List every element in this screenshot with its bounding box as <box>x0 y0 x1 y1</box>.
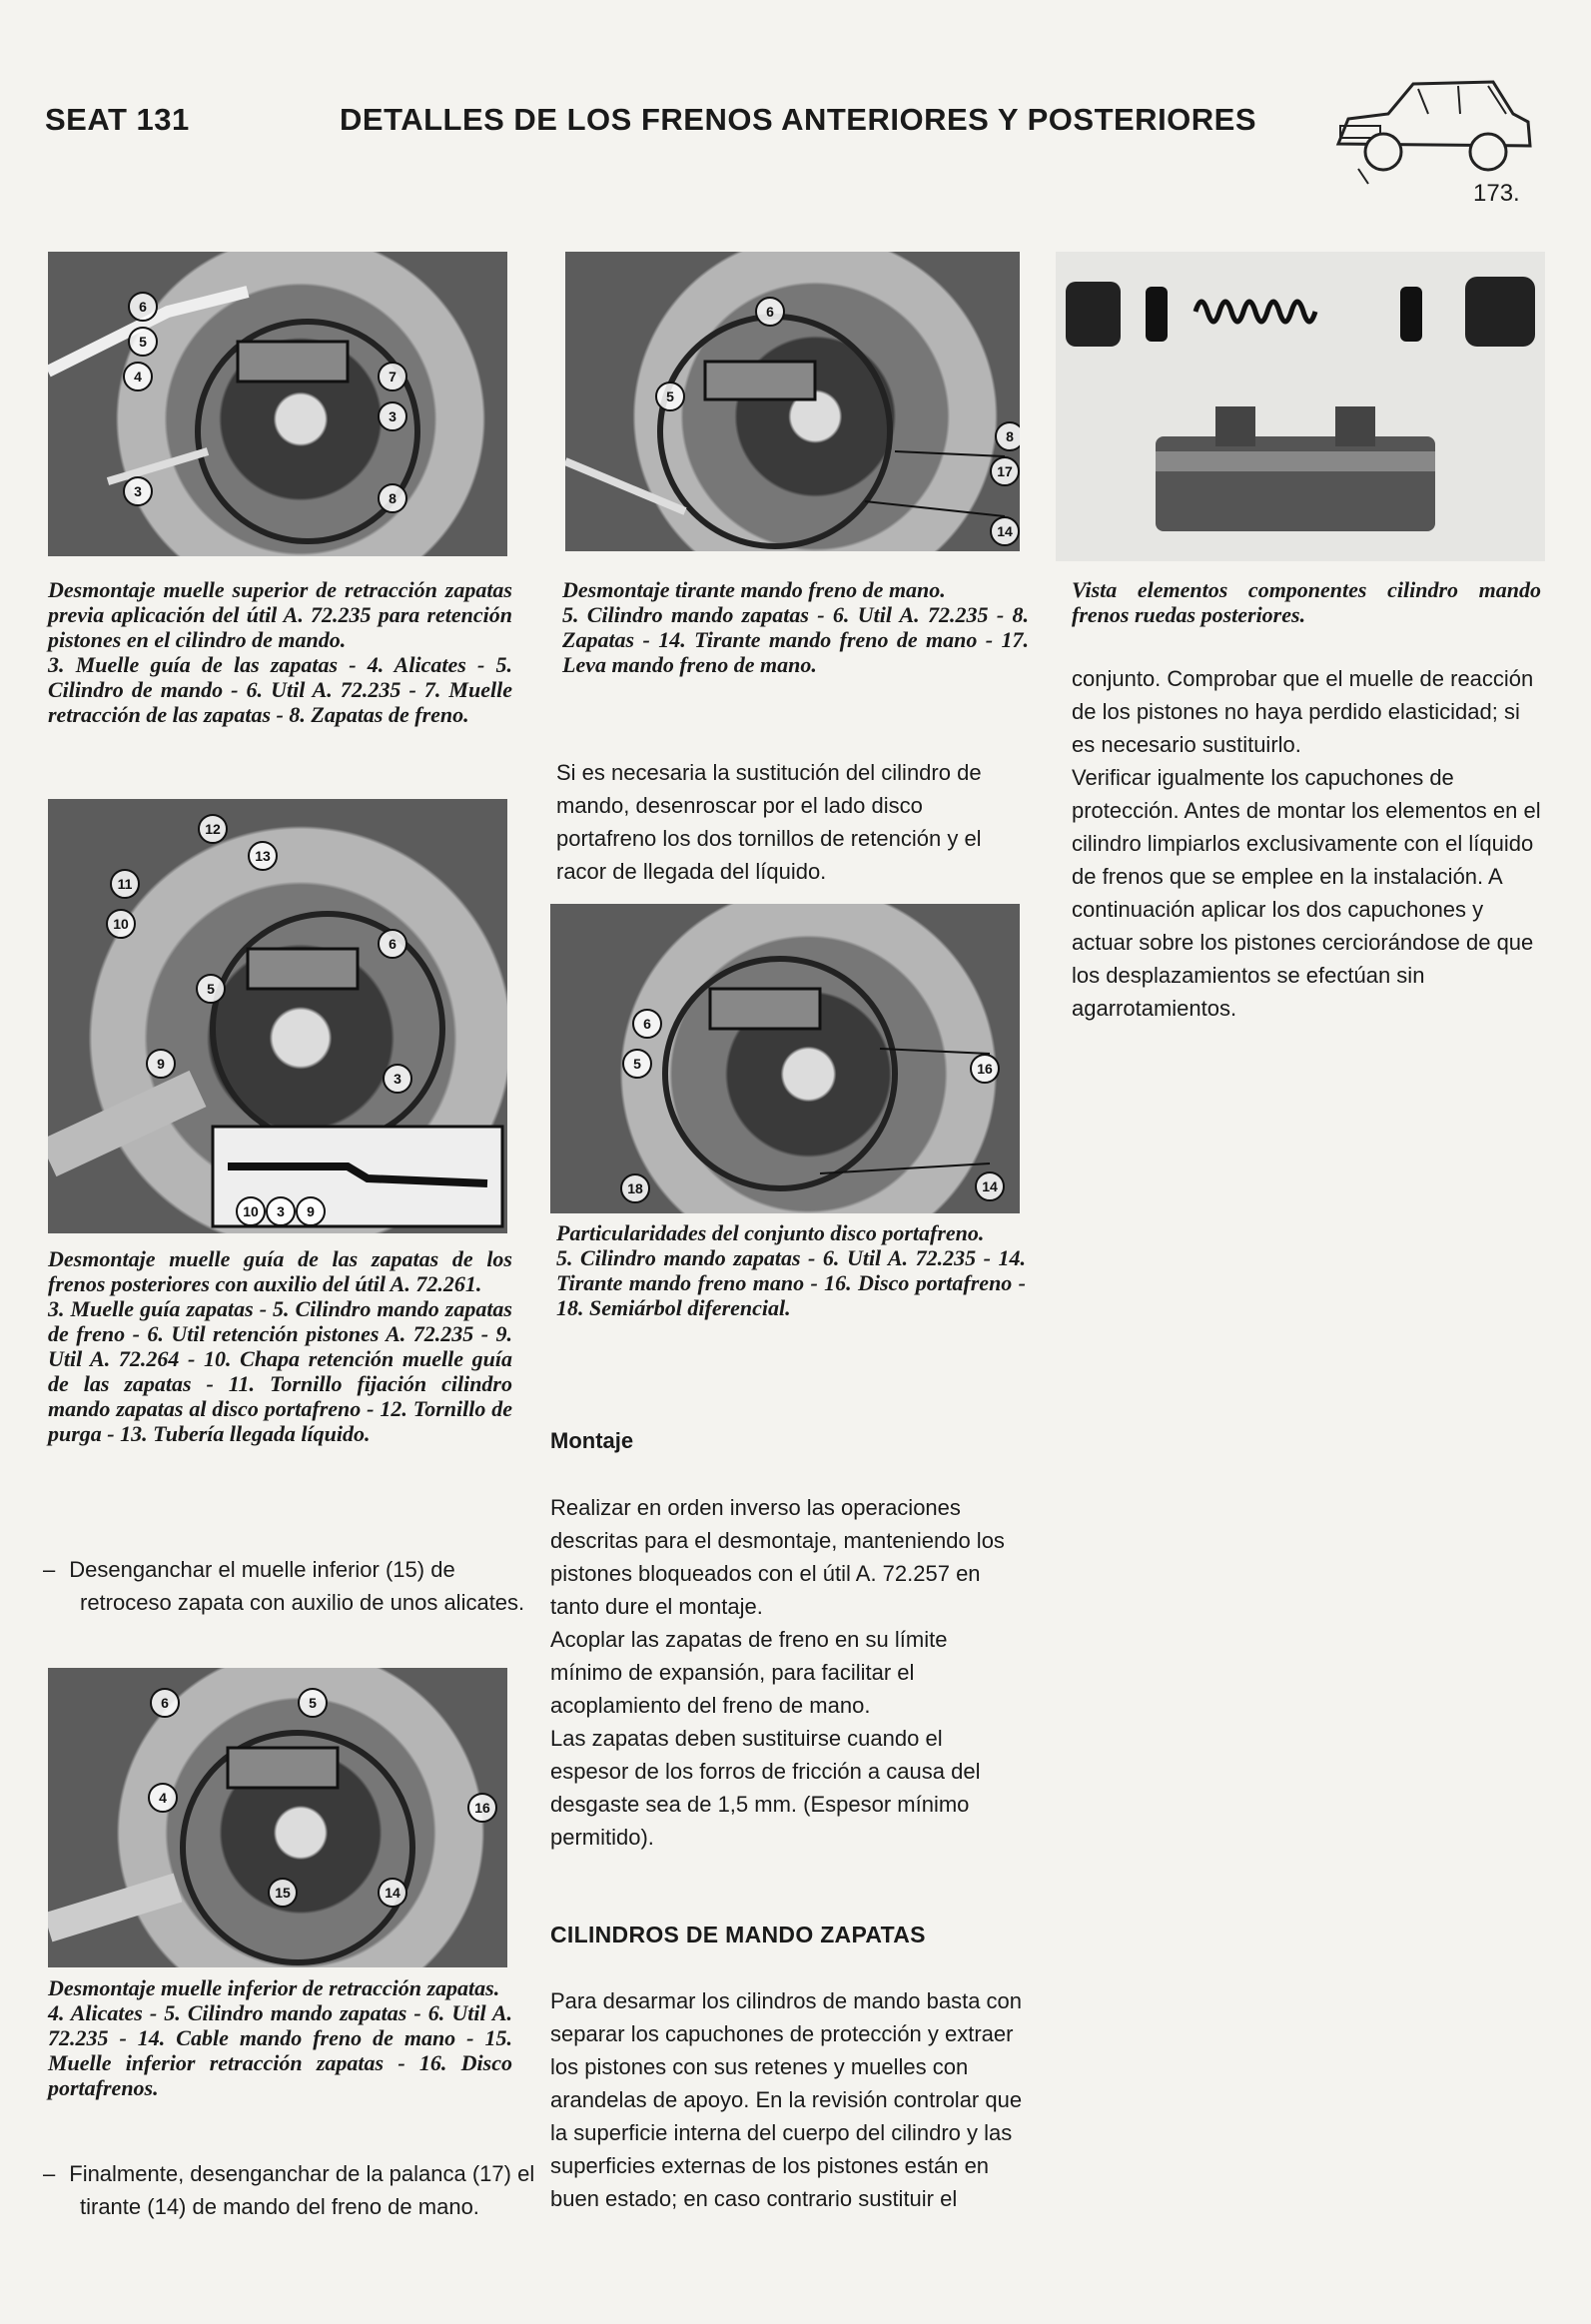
callout-label: 4 <box>148 1783 178 1813</box>
callout-label: 3 <box>378 401 407 431</box>
bullet-finalmente <box>43 2157 549 2223</box>
brake-disc-illustration <box>550 904 1020 1213</box>
callout-label: 14 <box>975 1171 1005 1201</box>
heading-montaje: Montaje <box>550 1428 634 1453</box>
brake-assembly-illustration <box>48 799 507 1233</box>
brake-drum-illustration <box>48 252 507 556</box>
callout-label: 10 <box>106 909 136 939</box>
callout-label: 9 <box>146 1049 176 1079</box>
cylinder-parts-illustration <box>1056 252 1545 561</box>
callout-label: 10 <box>236 1196 266 1226</box>
callout-label: 6 <box>150 1688 180 1718</box>
callout-label: 8 <box>378 483 407 513</box>
page-number: 173. <box>1473 180 1520 207</box>
photo-handbrake-rod <box>565 252 1020 551</box>
caption-fig2: Desmontaje tirante mando freno de mano. 5. Cilindro mando zapatas - 6. Util A. 72.235 - 8. Zapatas - 14. Tirante mando freno de mano - 17. Leva mando freno de mano. <box>562 577 1029 677</box>
bullet-desenganchar <box>43 1553 549 1619</box>
callout-label: 3 <box>123 476 153 506</box>
photo-cylinder-components <box>1056 252 1545 561</box>
caption-fig1: Desmontaje muelle superior de retracción zapatas previa aplicación del útil A. 72.235 para retención pistones en el cilindro de mando. 3. Muelle guía de las zapatas - 4. Alicates - 5. Cilindro de mando - 6. Util A. 72.235 - 7. Muelle retracción de las zapatas - 8. Zapatas de freno. <box>48 577 512 727</box>
callout-label: 9 <box>296 1196 326 1226</box>
callout-label: 13 <box>248 841 278 871</box>
callout-label: 14 <box>990 516 1020 546</box>
callout-label: 3 <box>266 1196 296 1226</box>
callout-label: 18 <box>620 1173 650 1203</box>
caption-fig6: Desmontaje muelle inferior de retracción zapatas. 4. Alicates - 5. Cilindro mando zapatas - 6. Util A. 72.235 - 14. Cable mando freno de mano - 15. Muelle inferior retracción zapatas - 16. Disco portafrenos. <box>48 1975 512 2100</box>
header-model: SEAT 131 <box>45 102 190 137</box>
photo-guide-spring <box>48 799 507 1233</box>
callout-label: 15 <box>268 1878 298 1908</box>
callout-label: 3 <box>383 1064 412 1094</box>
text-montaje: Realizar en orden inverso las operaciones descritas para el desmontaje, manteniendo los pistones bloqueados con el útil A. 72.257 en tanto dure el montaje. Acoplar las zapatas de freno en su límite mínimo de expansión, para facilitar el acoplamiento del freno de mano. Las zapatas deben sustituirse cuando el espesor de los forros de fricción a causa del desgaste sea de 1,5 mm. (Espesor mínimo permitido). <box>550 1495 1005 1850</box>
callout-label: 5 <box>622 1049 652 1079</box>
dash: – <box>43 1557 56 1582</box>
callout-label: 5 <box>655 382 685 411</box>
callout-label: 16 <box>970 1054 1000 1084</box>
callout-label: 6 <box>632 1009 662 1039</box>
car-icon <box>1328 64 1538 189</box>
photo-lower-spring <box>48 1668 507 1967</box>
callout-label: 12 <box>198 814 228 844</box>
caption-fig5: Particularidades del conjunto disco portafreno. 5. Cilindro mando zapatas - 6. Util A. 72.235 - 14. Tirante mando freno mano - 16. Disco portafreno - 18. Semiárbol diferencial. <box>556 1220 1026 1320</box>
photo-brake-upper-spring <box>48 252 507 556</box>
dash: – <box>43 2161 56 2186</box>
callout-label: 11 <box>110 869 140 899</box>
callout-label: 4 <box>123 362 153 391</box>
bullet-text-1: Desenganchar el muelle inferior (15) de retroceso zapata con auxilio de unos alicates. <box>69 1557 525 1615</box>
callout-label: 16 <box>467 1793 497 1823</box>
bullet-text-2: Finalmente, desenganchar de la palanca (17) el tirante (14) de mando del freno de mano. <box>69 2161 535 2219</box>
text-col2-intro: Si es necesaria la sustitución del cilindro de mando, desenroscar por el lado disco portafreno los dos tornillos de retención y el racor de llegada del líquido. <box>556 760 982 884</box>
page-title: DETALLES DE LOS FRENOS ANTERIORES Y POSTERIORES <box>340 102 1257 137</box>
callout-label: 6 <box>128 292 158 322</box>
callout-label: 6 <box>755 297 785 327</box>
brake-drum-illustration <box>565 252 1020 551</box>
brake-drum-illustration <box>48 1668 507 1967</box>
callout-label: 14 <box>378 1878 407 1908</box>
callout-label: 17 <box>990 456 1020 486</box>
photo-disc-assembly <box>550 904 1020 1213</box>
callout-label: 5 <box>298 1688 328 1718</box>
text-cilindros: Para desarmar los cilindros de mando basta con separar los capuchones de protección y extraer los pistones con sus retenes y muelles con arandelas de apoyo. En la revisión controlar que la superficie interna del cuerpo del cilindro y las superficies externas de los pistones están en buen estado; en caso contrario sustituir el <box>550 1988 1023 2211</box>
text-col3: conjunto. Comprobar que el muelle de reacción de los pistones no haya perdido elasticidad; si es necesario sustituirlo. Verificar igualmente los capuchones de protección. Antes de montar los elementos en el cilindro limpiarlos exclusivamente con el líquido de frenos que se emplee en la instalación. A continuación aplicar los dos capuchones y actuar sobre los pistones cerciorándose de que los desplazamientos se efectúan sin agarrotamientos. <box>1072 666 1541 1021</box>
callout-label: 5 <box>128 327 158 357</box>
caption-fig4: Desmontaje muelle guía de las zapatas de los frenos posteriores con auxilio del útil A. 72.261. 3. Muelle guía zapatas - 5. Cilindro mando zapatas de freno - 6. Util retención pistones A. 72.235 - 9. Util A. 72.264 - 10. Chapa retención muelle guía de las zapatas - 11. Tornillo fijación cilindro mando zapatas al disco portafreno - 12. Tornillo de purga - 13. Tubería llegada líquido. <box>48 1246 512 1446</box>
callout-label: 7 <box>378 362 407 391</box>
heading-cilindros: CILINDROS DE MANDO ZAPATAS <box>550 1922 926 1947</box>
callout-label: 8 <box>995 421 1020 451</box>
callout-label: 5 <box>196 974 226 1004</box>
caption-fig3: Vista elementos componentes cilindro mando frenos ruedas posteriores. <box>1072 577 1541 627</box>
callout-label: 6 <box>378 929 407 959</box>
